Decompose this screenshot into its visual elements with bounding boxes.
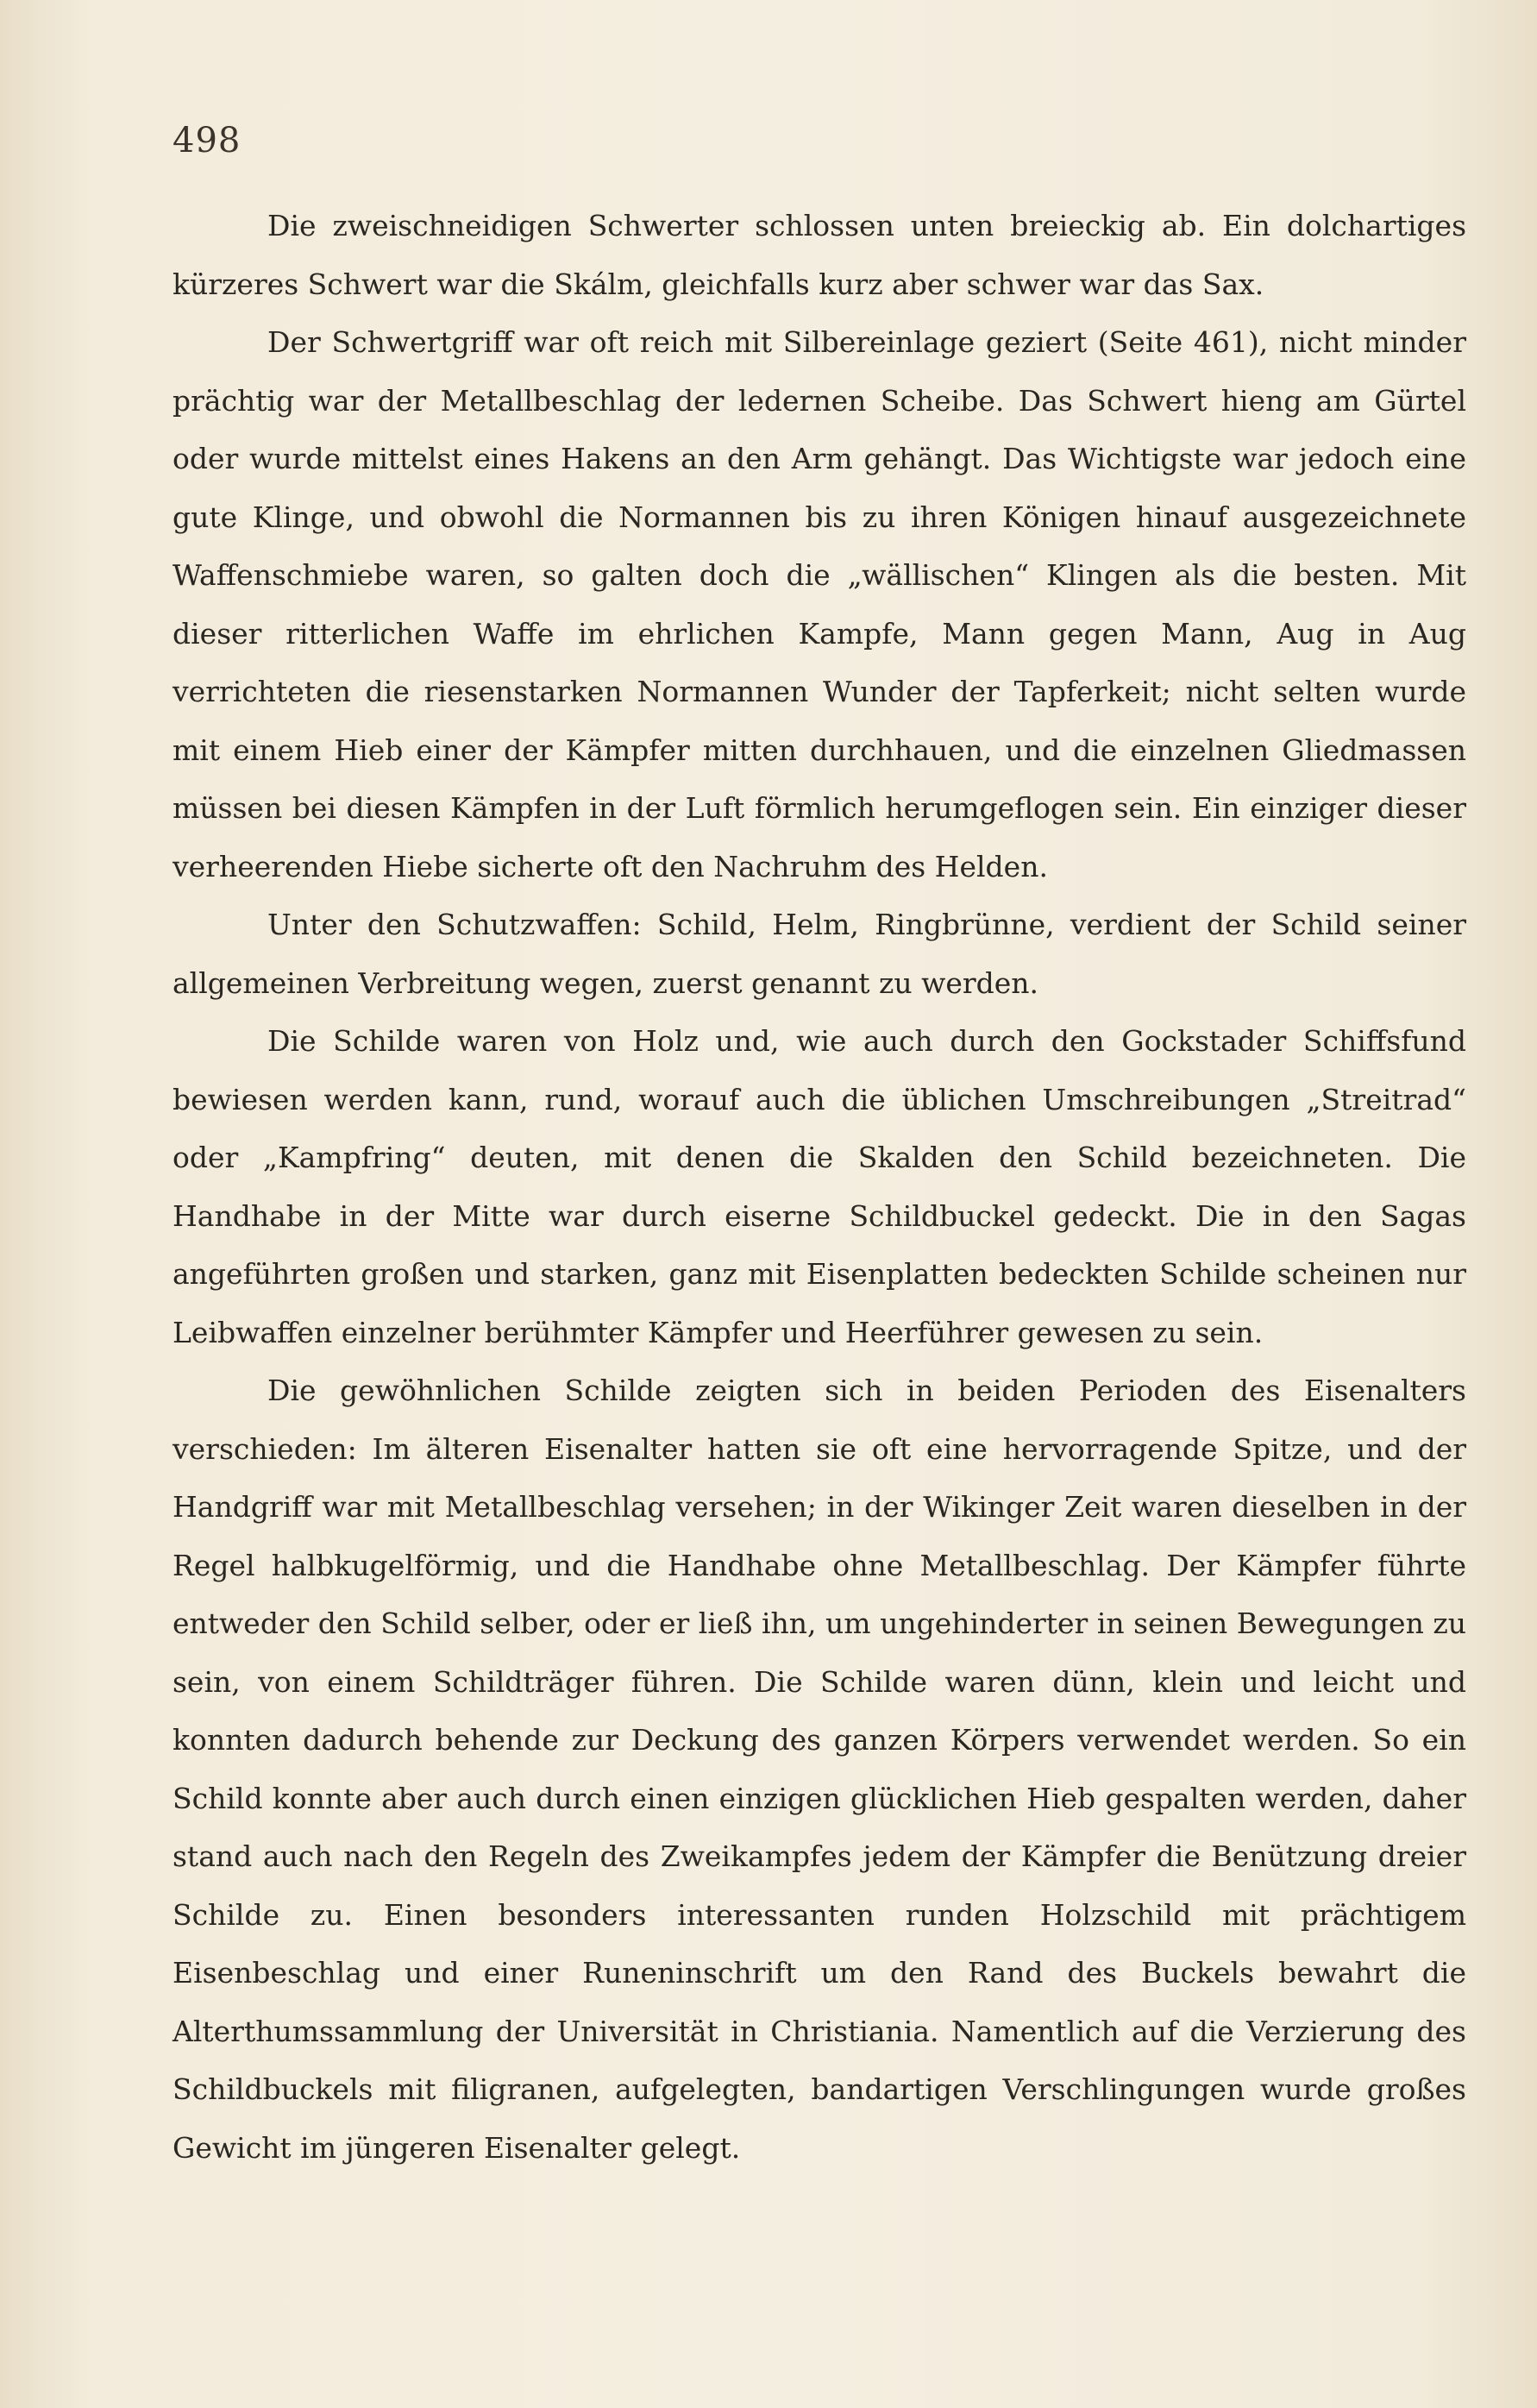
paragraph-protective-weapons: Unter den Schutzwaffen: Schild, Helm, Ringbrünne, verdient der Schild seiner allgemeinen Verbreitung wegen, zuerst genannt zu werden. (173, 908, 1466, 1000)
book-page (173, 121, 1466, 2364)
paragraph-shield-periods: Die gewöhnlichen Schilde zeigten sich in beiden Perioden des Eisenalters verschieden: Im älteren Eisenalter hatten sie oft eine hervorragende Spitze, und der Handgriff war mit Metallbeschlag versehen; in der Wikinger Zeit waren dieselben in der Regel halbkugelförmig, und die Handhabe ohne Metallbeschlag. Der Kämpfer führte entweder den Schild selber, oder er ließ ihn, um ungehinderter in seinen Bewegungen zu sein, von einem Schildträger führen. Die Schilde waren dünn, klein und leicht und konnten dadurch behende zur Deckung des ganzen Körpers verwendet werden. So ein Schild konnte aber auch durch einen einzigen glücklichen Hieb gespalten werden, daher stand auch nach den Regeln des Zweikampfes jedem der Kämpfer die Benützung dreier Schilde zu. Einen besonders interessanten runden Holzschild mit prächtigem Eisenbeschlag und einer Runeninschrift um den Rand des Buckels bewahrt die Alterthumssammlung der Universität in Christiania. Namentlich auf die Verzierung des Schildbuckels mit filigranen, aufgelegten, bandartigen Verschlingungen wurde großes Gewicht im jüngeren Eisenalter gelegt. (173, 1374, 1466, 2165)
paragraph-swords: Die zweischneidigen Schwerter schlossen unten breieckig ab. Ein dolchartiges kürzeres Schwert war die Skálm, gleichfalls kurz aber schwer war das Sax. (173, 209, 1466, 301)
paragraph-shield-construction: Die Schilde waren von Holz und, wie auch durch den Gockstader Schiffsfund bewiesen werden kann, rund, worauf auch die üblichen Umschreibungen „Streitrad“ oder „Kampfring“ deuten, mit denen die Skalden den Schild bezeichneten. Die Handhabe in der Mitte war durch eiserne Schildbuckel gedeckt. Die in den Sagas angeführten großen und starken, ganz mit Eisenplatten bedeckten Schilde scheinen nur Leibwaffen einzelner berühmter Kämpfer und Heerführer gewesen zu sein. (173, 1024, 1466, 1349)
body-text (173, 197, 1466, 2177)
paragraph-sword-hilt: Der Schwertgriff war oft reich mit Silbereinlage geziert (Seite 461), nicht minder prächtig war der Metallbeschlag der ledernen Scheibe. Das Schwert hieng am Gürtel oder wurde mittelst eines Hakens an den Arm gehängt. Das Wichtigste war jedoch eine gute Klinge, und obwohl die Normannen bis zu ihren Königen hinauf ausgezeichnete Waffenschmiebe waren, so galten doch die „wällischen“ Klingen als die besten. Mit dieser ritterlichen Waffe im ehrlichen Kampfe, Mann gegen Mann, Aug in Aug verrichteten die riesenstarken Normannen Wunder der Tapferkeit; nicht selten wurde mit einem Hieb einer der Kämpfer mitten durchhauen, und die einzelnen Gliedmassen müssen bei diesen Kämpfen in der Luft förmlich herumgeflogen sein. Ein einziger dieser verheerenden Hiebe sicherte oft den Nachruhm des Helden. (173, 325, 1466, 883)
page-number: 498 (173, 121, 242, 160)
